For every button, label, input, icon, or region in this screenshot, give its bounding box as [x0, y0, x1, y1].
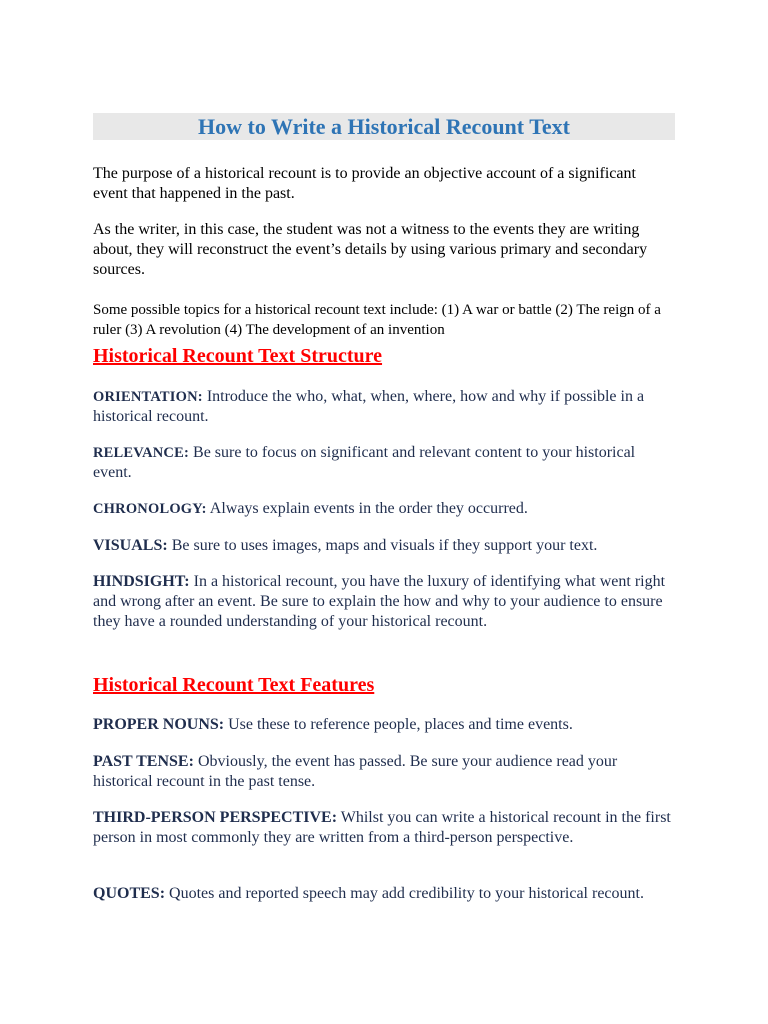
item-text: Introduce the who, what, when, where, how and why if possible in a historical recount. — [93, 388, 645, 425]
item-term: VISUALS: — [93, 537, 168, 554]
item-text: Be sure to focus on significant and relevant content to your historical event. — [93, 444, 636, 481]
item-text: Obviously, the event has passed. Be sure your audience read your historical recount in the past tense. — [93, 753, 618, 790]
page-title: How to Write a Historical Recount Text — [198, 114, 570, 139]
item-term: QUOTES: — [93, 885, 166, 902]
structure-heading: Historical Recount Text Structure — [93, 345, 383, 367]
item-term: HINDSIGHT: — [93, 573, 190, 590]
features-item-quotes — [93, 884, 673, 904]
features-item-proper-nouns — [93, 715, 673, 735]
item-term: PROPER NOUNS: — [93, 716, 225, 733]
title-banner — [93, 113, 675, 140]
item-text: In a historical recount, you have the luxury of identifying what went right and wrong after an event. Be sure to explain the how and why to your audience to ensure they have a rounded understanding of your historical recount. — [93, 573, 666, 630]
intro-paragraph-3: Some possible topics for a historical recount text include: (1) A war or battle (2) The reign of a ruler (3) A revolution (4) The development of an invention — [93, 302, 661, 338]
intro-paragraph-1: The purpose of a historical recount is to provide an objective account of a significant event that happened in the past. — [93, 165, 636, 202]
intro-paragraph-2: As the writer, in this case, the student was not a witness to the events they are writing about, they will reconstruct the event’s details by using various primary and secondary sources. — [93, 221, 648, 278]
structure-item-relevance — [93, 443, 673, 483]
structure-item-orientation — [93, 387, 673, 427]
item-text: Use these to reference people, places and time events. — [224, 716, 573, 733]
features-item-past-tense — [93, 752, 673, 792]
item-term: PAST TENSE: — [93, 753, 194, 770]
features-heading: Historical Recount Text Features — [93, 674, 375, 696]
structure-item-chronology — [93, 499, 673, 519]
item-text: Always explain events in the order they occurred. — [206, 500, 528, 517]
structure-item-visuals — [93, 536, 673, 556]
item-term: RELEVANCE: — [93, 445, 190, 461]
structure-item-hindsight — [93, 572, 673, 632]
item-text: Quotes and reported speech may add credibility to your historical recount. — [165, 885, 644, 902]
item-term: CHRONOLOGY: — [93, 501, 207, 517]
features-item-third-person — [93, 808, 673, 848]
item-text: Whilst you can write a historical recount in the first person in most commonly they are written from a third-person perspective. — [93, 809, 671, 846]
item-term: THIRD-PERSON PERSPECTIVE: — [93, 809, 338, 826]
item-term: ORIENTATION: — [93, 389, 203, 405]
item-text: Be sure to uses images, maps and visuals if they support your text. — [167, 537, 598, 554]
